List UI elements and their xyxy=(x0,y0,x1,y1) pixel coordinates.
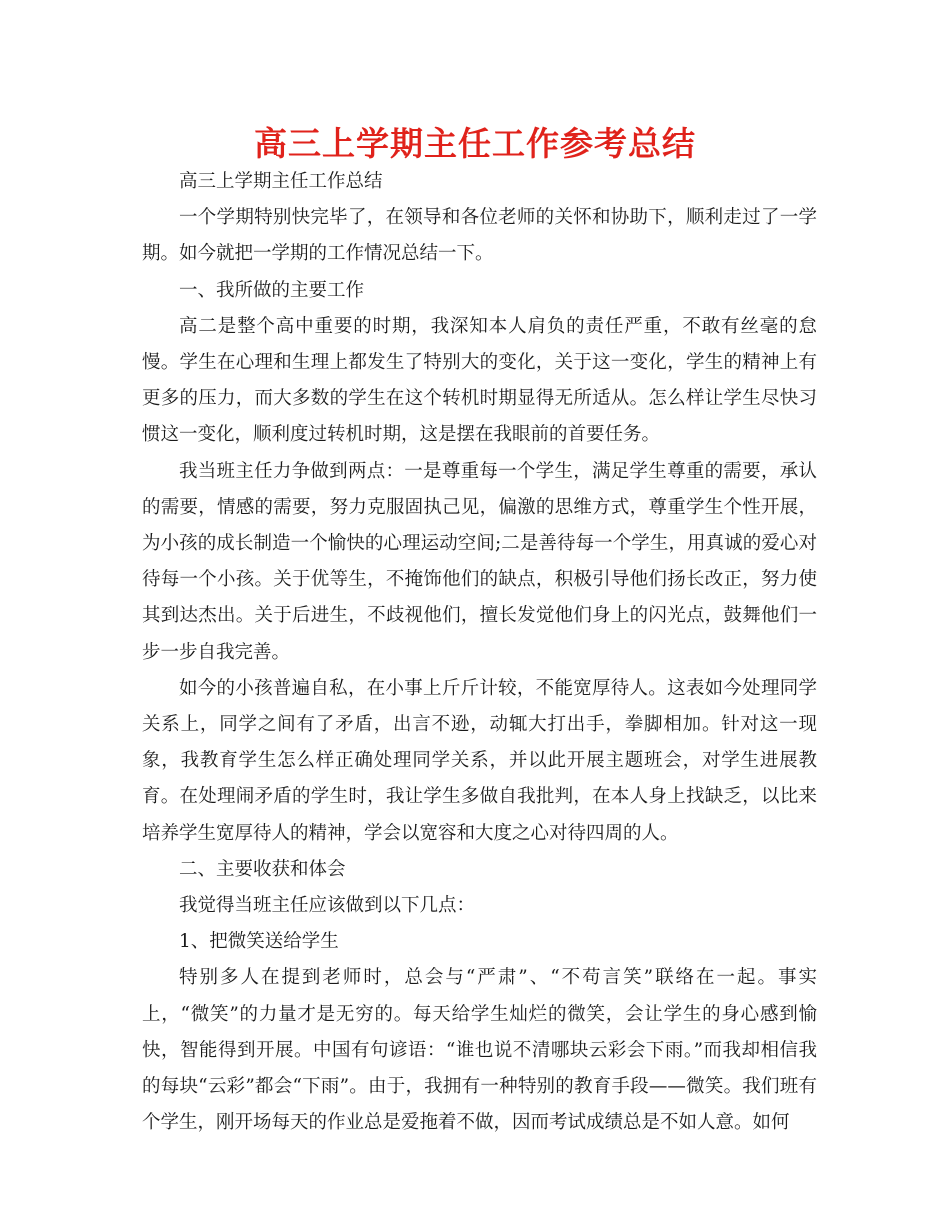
paragraph-senior-two: 高二是整个高中重要的时期，我深知本人肩负的责任严重，不敢有丝毫的怠慢。学生在心理和生理上都发生了特别大的变化，关于这一变化，学生的精神上有更多的压力，而大多数的学生在这个转机时期显得无所适从。怎么样让学生尽快习惯这一变化，顺利度过转机时期，这是摆在我眼前的首要任务。 xyxy=(142,315,817,446)
document-title: 高三上学期主任工作参考总结 xyxy=(254,124,696,163)
paragraph-should-do: 我觉得当班主任应该做到以下几点： xyxy=(179,895,476,917)
paragraph-selfish-kids: 如今的小孩普遍自私，在小事上斤斤计较，不能宽厚待人。这表如今处理同学关系上，同学之间有了矛盾，出言不逊，动辄大打出手，拳脚相加。针对这一现象，我教育学生怎么样正确处理同学关系，并以此开展主题班会，对学生进展教育。在处理闹矛盾的学生时，我让学生多做自我批判，在本人身上找缺乏，以比来培养学生宽厚待人的精神，学会以宽容和大度之心对待四周的人。 xyxy=(142,677,817,844)
item-heading-smile: 1、把微笑送给学生 xyxy=(179,931,339,953)
section-heading-main-work: 一、我所做的主要工作 xyxy=(179,279,365,301)
document-body xyxy=(142,164,817,1141)
section-heading-gains: 二、主要收获和体会 xyxy=(179,858,346,880)
paragraph-two-points: 我当班主任力争做到两点：一是尊重每一个学生，满足学生尊重的需要，承认的需要，情感的需要，努力克服固执己见，偏激的思维方式，尊重学生个性开展，为小孩的成长制造一个愉快的心理运动空间;二是善待每一个学生，用真诚的爱心对待每一个小孩。关于优等生，不掩饰他们的缺点，积极引导他们扬长改正，努力使其到达杰出。关于后进生，不歧视他们，擅长发觉他们身上的闪光点，鼓舞他们一步一步自我完善。 xyxy=(142,460,817,663)
subtitle: 高三上学期主任工作总结 xyxy=(179,171,383,192)
paragraph-intro: 一个学期特别快完毕了，在领导和各位老师的关怀和协助下，顺利走过了一学期。如今就把一学期的工作情况总结一下。 xyxy=(142,207,817,265)
paragraph-smile: 特别多人在提到老师时，总会与“严肃”、“不苟言笑”联络在一起。事实上，“微笑”的力量才是无穷的。每天给学生灿烂的微笑，会让学生的身心感到愉快，智能得到开展。中国有句谚语：“谁也说不清哪块云彩会下雨。”而我却相信我的每块“云彩”都会“下雨”。由于，我拥有一种特别的教育手段——微笑。我们班有个学生，刚开场每天的作业总是爱拖着不做，因而考试成绩总是不如人意。如何 xyxy=(142,967,817,1134)
